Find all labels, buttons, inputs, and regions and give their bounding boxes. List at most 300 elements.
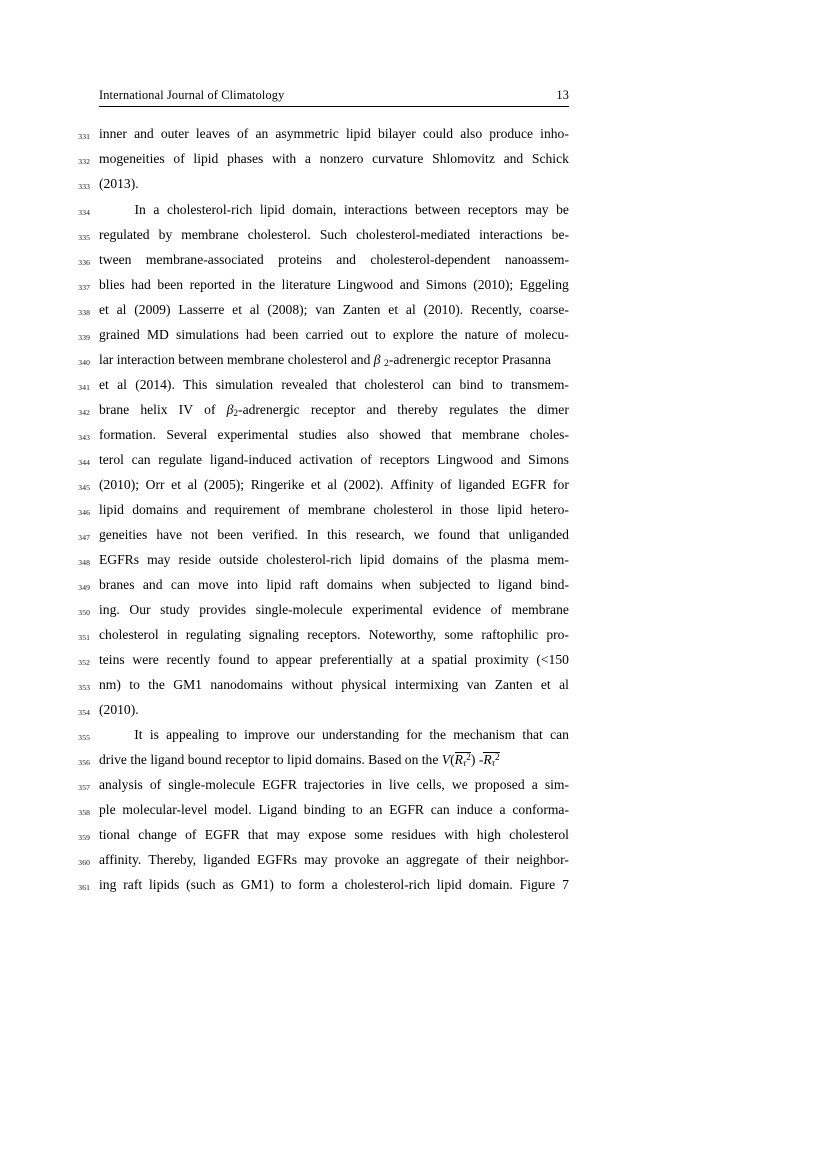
word: were bbox=[132, 652, 159, 667]
word: have bbox=[156, 527, 183, 542]
word: model. bbox=[214, 802, 252, 817]
word: regulating bbox=[185, 627, 241, 642]
word: as bbox=[222, 877, 234, 892]
beta-2-adrenergic bbox=[227, 401, 300, 422]
word: in bbox=[166, 627, 178, 642]
word: preferentially bbox=[319, 652, 393, 667]
word: live bbox=[389, 777, 410, 792]
word: reported bbox=[189, 277, 235, 292]
line-number: 346 bbox=[78, 508, 90, 517]
math-paren-open: ( bbox=[450, 752, 455, 767]
header-rule bbox=[99, 106, 569, 107]
word: ing. bbox=[99, 602, 120, 617]
word: of bbox=[490, 602, 502, 617]
word: of bbox=[185, 827, 197, 842]
word: to bbox=[491, 377, 503, 392]
word: curvature bbox=[372, 151, 424, 166]
word: form bbox=[298, 877, 325, 892]
word: domain, bbox=[292, 202, 337, 217]
word: al bbox=[249, 302, 260, 317]
word: cholesterol bbox=[373, 502, 434, 517]
word: cholesterol bbox=[509, 827, 569, 842]
word: Lasserre bbox=[178, 302, 225, 317]
word: choles- bbox=[529, 427, 569, 442]
word: blies bbox=[99, 277, 125, 292]
word: membrane bbox=[181, 227, 239, 242]
word: transmem- bbox=[510, 377, 569, 392]
word: literature bbox=[281, 277, 331, 292]
word: nanoassem- bbox=[504, 252, 569, 267]
word: had bbox=[245, 327, 266, 342]
text-line bbox=[0, 501, 827, 526]
word: This bbox=[183, 377, 208, 392]
word: a bbox=[331, 877, 338, 892]
math-paren-close: ) bbox=[470, 752, 476, 767]
word: reside bbox=[178, 552, 211, 567]
line-text-pre: lar interaction between membrane cholesterol and bbox=[99, 352, 374, 367]
line-number: 339 bbox=[78, 333, 90, 342]
word: et bbox=[232, 302, 242, 317]
word: MD bbox=[146, 327, 169, 342]
line-number: 349 bbox=[78, 583, 90, 592]
word: can bbox=[170, 577, 190, 592]
word: dimer bbox=[537, 402, 569, 417]
word: cholesterol-dependent bbox=[370, 252, 491, 267]
beta-subscript: 2 bbox=[383, 357, 389, 369]
word: hetero- bbox=[530, 502, 569, 517]
word: to bbox=[478, 577, 490, 592]
math-overline-group-2 bbox=[483, 752, 499, 769]
line-number: 337 bbox=[78, 283, 90, 292]
word: the bbox=[429, 727, 446, 742]
word: our bbox=[296, 727, 315, 742]
word: sim- bbox=[544, 777, 569, 792]
word: requirement bbox=[214, 502, 281, 517]
word: raftophilic bbox=[481, 627, 539, 642]
word: provoke bbox=[334, 852, 380, 867]
word: lipid bbox=[359, 552, 385, 567]
word: Lingwood bbox=[437, 452, 494, 467]
word: some bbox=[354, 827, 384, 842]
word: an bbox=[386, 852, 400, 867]
word: of bbox=[236, 126, 249, 141]
word: mem- bbox=[537, 552, 569, 567]
word: high bbox=[476, 827, 501, 842]
word: lipid bbox=[99, 502, 124, 517]
word: in bbox=[371, 777, 382, 792]
word: those bbox=[460, 502, 489, 517]
word: for bbox=[406, 727, 423, 742]
word: tional bbox=[99, 827, 130, 842]
word: phases bbox=[227, 151, 264, 166]
line-content bbox=[99, 826, 569, 843]
word: understanding bbox=[322, 727, 400, 742]
word: Such bbox=[319, 227, 348, 242]
word: recently bbox=[166, 652, 211, 667]
word: cholesterol. bbox=[247, 227, 311, 242]
text-line bbox=[0, 851, 827, 876]
word: in bbox=[441, 502, 453, 517]
word: EGFR bbox=[262, 777, 297, 792]
word: al bbox=[116, 302, 127, 317]
word: for bbox=[553, 477, 569, 492]
word: between bbox=[414, 202, 461, 217]
text-line bbox=[0, 226, 827, 251]
word: branes bbox=[99, 577, 135, 592]
line-content bbox=[99, 226, 569, 243]
page-number: 13 bbox=[556, 88, 569, 102]
word: can bbox=[432, 377, 452, 392]
word: Shlomovitz bbox=[432, 151, 495, 166]
math-tau-subscript-2: τ bbox=[491, 758, 495, 769]
text-line bbox=[0, 201, 827, 226]
word: with bbox=[444, 827, 469, 842]
text-line bbox=[0, 626, 827, 651]
word: Orr bbox=[145, 477, 165, 492]
line-number: 334 bbox=[78, 208, 90, 217]
word: can bbox=[131, 452, 151, 467]
word: liganded bbox=[458, 477, 506, 492]
word: improve bbox=[244, 727, 290, 742]
word: et bbox=[310, 477, 321, 492]
word: regulate bbox=[158, 452, 203, 467]
word: proteins bbox=[278, 252, 322, 267]
word: Lingwood bbox=[337, 277, 394, 292]
word: a bbox=[153, 202, 160, 217]
word: of bbox=[440, 477, 452, 492]
word: may bbox=[276, 827, 300, 842]
word: receptors bbox=[379, 452, 430, 467]
word: appear bbox=[275, 652, 312, 667]
word: proposed bbox=[474, 777, 525, 792]
word: al bbox=[405, 302, 416, 317]
line-number: 338 bbox=[78, 308, 90, 317]
word: regulated bbox=[99, 227, 150, 242]
word: cholesterol-mediated bbox=[356, 227, 471, 242]
word: experimental bbox=[217, 427, 289, 442]
word: inho- bbox=[540, 126, 569, 141]
word: conforma- bbox=[512, 802, 569, 817]
word: and bbox=[399, 277, 420, 292]
word: studies bbox=[298, 427, 337, 442]
line-number: 335 bbox=[78, 233, 90, 242]
word: al bbox=[117, 377, 127, 392]
word: may bbox=[304, 852, 328, 867]
text-line bbox=[0, 726, 827, 751]
math-square-exponent: 2 bbox=[466, 752, 471, 763]
text-line bbox=[0, 876, 827, 901]
word: explore bbox=[392, 327, 434, 342]
word: affinity. bbox=[99, 852, 142, 867]
word: cholesterol-rich bbox=[266, 552, 352, 567]
line-number: 350 bbox=[78, 608, 90, 617]
word-suffix: -adrenergic bbox=[238, 402, 300, 417]
word: et bbox=[171, 477, 181, 492]
text-line bbox=[0, 826, 827, 851]
text-line bbox=[0, 551, 827, 576]
word: an bbox=[255, 126, 269, 141]
word: Ringerike bbox=[250, 477, 305, 492]
word: molecu- bbox=[524, 327, 569, 342]
word: membrane bbox=[307, 502, 366, 517]
word: formation. bbox=[99, 427, 157, 442]
text-line bbox=[0, 801, 827, 826]
word: residues bbox=[391, 827, 436, 842]
line-content bbox=[99, 376, 569, 393]
word: and bbox=[186, 502, 207, 517]
text-line bbox=[0, 476, 827, 501]
word: Our bbox=[129, 602, 151, 617]
word: grained bbox=[99, 327, 140, 342]
word: spatial bbox=[431, 652, 468, 667]
line-content bbox=[99, 251, 569, 268]
word: also bbox=[347, 427, 369, 442]
word: (<150 bbox=[536, 652, 569, 667]
word: with bbox=[272, 151, 297, 166]
text-line bbox=[0, 125, 827, 150]
word: simulations bbox=[176, 327, 239, 342]
word: It bbox=[134, 727, 143, 742]
line-content bbox=[99, 276, 569, 293]
word: (2005); bbox=[204, 477, 245, 492]
word: neighbor- bbox=[516, 852, 569, 867]
word: produce bbox=[489, 126, 534, 141]
word: move bbox=[198, 577, 229, 592]
word: Zanten bbox=[342, 302, 381, 317]
word: by bbox=[158, 227, 173, 242]
math-minus: - bbox=[475, 752, 484, 767]
beta-symbol: β bbox=[226, 402, 234, 417]
word: ligand-induced bbox=[209, 452, 292, 467]
line-number: 344 bbox=[78, 458, 90, 467]
word: the bbox=[509, 402, 527, 417]
line-number: 347 bbox=[78, 533, 90, 542]
text-line bbox=[0, 601, 827, 626]
paragraph-indent bbox=[99, 726, 127, 743]
word: could bbox=[422, 126, 454, 141]
word: (2010); bbox=[99, 477, 140, 492]
line-number: 343 bbox=[78, 433, 90, 442]
text-line bbox=[0, 701, 827, 726]
word: and bbox=[134, 126, 154, 141]
word: nature bbox=[464, 327, 499, 342]
text-line bbox=[0, 426, 827, 451]
line-content bbox=[99, 801, 569, 818]
word: van bbox=[315, 302, 335, 317]
word: liganded bbox=[203, 852, 250, 867]
word: mechanism bbox=[453, 727, 516, 742]
word: inner bbox=[99, 126, 127, 141]
word: binding bbox=[303, 802, 346, 817]
word: in bbox=[241, 277, 252, 292]
line-number: 351 bbox=[78, 633, 90, 642]
word: lipid bbox=[193, 151, 219, 166]
line-content bbox=[99, 150, 569, 167]
word: 7 bbox=[562, 877, 569, 892]
line-number: 336 bbox=[78, 258, 90, 267]
word: Thereby, bbox=[148, 852, 197, 867]
word: al bbox=[327, 477, 338, 492]
line-number: 341 bbox=[78, 383, 90, 392]
word: can bbox=[430, 802, 450, 817]
line-content bbox=[99, 426, 569, 443]
word: teins bbox=[99, 652, 125, 667]
word: at bbox=[400, 652, 411, 667]
line-content bbox=[99, 601, 569, 618]
word: ple bbox=[99, 802, 116, 817]
word: induce bbox=[456, 802, 493, 817]
text-line bbox=[0, 751, 827, 776]
word: that bbox=[335, 377, 357, 392]
word: (2010). bbox=[423, 302, 464, 317]
math-overline-group bbox=[455, 752, 471, 769]
line-number: 352 bbox=[78, 658, 90, 667]
word: raft bbox=[299, 577, 319, 592]
word: and bbox=[503, 151, 524, 166]
word: membrane bbox=[461, 427, 520, 442]
word: aggregate bbox=[406, 852, 459, 867]
word: (such bbox=[186, 877, 216, 892]
line-content bbox=[99, 351, 551, 372]
word: GM1 bbox=[173, 677, 202, 692]
word: of bbox=[149, 777, 162, 792]
word: mogeneities bbox=[99, 151, 165, 166]
line-content bbox=[99, 451, 569, 468]
word: geneities bbox=[99, 527, 148, 542]
word: been bbox=[217, 527, 244, 542]
text-line bbox=[0, 576, 827, 601]
text-line bbox=[0, 351, 827, 376]
word: we bbox=[451, 777, 468, 792]
word: to bbox=[257, 652, 268, 667]
word: cholesterol bbox=[364, 377, 424, 392]
word: their bbox=[484, 852, 510, 867]
word: and bbox=[366, 402, 387, 417]
word: of bbox=[360, 452, 372, 467]
word: terol bbox=[99, 452, 124, 467]
line-number: 354 bbox=[78, 708, 90, 717]
word: EGFR bbox=[389, 802, 424, 817]
word: of bbox=[173, 151, 185, 166]
word: membrane bbox=[511, 602, 569, 617]
line-content: (2010). bbox=[99, 702, 139, 717]
word: single-molecule bbox=[168, 777, 256, 792]
word: of bbox=[505, 327, 518, 342]
word: to bbox=[375, 327, 386, 342]
word: nonzero bbox=[319, 151, 364, 166]
line-content bbox=[99, 626, 569, 643]
line-content bbox=[99, 476, 569, 493]
word: single-molecule bbox=[255, 602, 343, 617]
word: lipid bbox=[436, 877, 462, 892]
beta-subscript: 2 bbox=[233, 408, 239, 419]
line-content bbox=[99, 551, 569, 568]
word: to bbox=[280, 877, 292, 892]
word: regulates bbox=[449, 402, 499, 417]
line-number: 353 bbox=[78, 683, 90, 692]
word: nanodomains bbox=[210, 677, 283, 692]
word: et bbox=[388, 302, 399, 317]
text-line bbox=[0, 401, 827, 426]
word: a bbox=[304, 151, 311, 166]
word: interactions bbox=[344, 202, 408, 217]
line-content bbox=[99, 751, 569, 769]
line-content bbox=[99, 651, 569, 668]
word: Schick bbox=[531, 151, 569, 166]
word: receptors bbox=[467, 202, 518, 217]
line-number: 360 bbox=[78, 858, 90, 867]
word: helix bbox=[140, 402, 168, 417]
word: Zanten bbox=[494, 677, 533, 692]
line-content bbox=[99, 676, 569, 693]
text-line bbox=[0, 326, 827, 351]
word: molecular-level bbox=[122, 802, 208, 817]
text-line bbox=[0, 776, 827, 801]
text-line bbox=[0, 376, 827, 401]
word: domains bbox=[132, 502, 179, 517]
word: Simons bbox=[425, 277, 467, 292]
word: ligand bbox=[497, 577, 532, 592]
line-content bbox=[99, 876, 569, 893]
word: interactions bbox=[479, 227, 543, 242]
line-text-post: -adrenergic receptor Prasanna bbox=[388, 352, 551, 367]
word: an bbox=[369, 802, 383, 817]
word: be- bbox=[551, 227, 569, 242]
word: change bbox=[138, 827, 177, 842]
word: carried bbox=[305, 327, 344, 342]
word: lipid bbox=[497, 502, 523, 517]
word: be bbox=[556, 202, 569, 217]
text-line bbox=[0, 175, 827, 200]
beta-symbol: β bbox=[373, 352, 381, 367]
word: (2008); bbox=[267, 302, 308, 317]
word: physical bbox=[341, 677, 387, 692]
word: domains bbox=[326, 577, 373, 592]
line-number: 357 bbox=[78, 783, 90, 792]
word: lipid bbox=[345, 126, 371, 141]
text-line bbox=[0, 251, 827, 276]
word: experimental bbox=[352, 602, 424, 617]
word: verified. bbox=[252, 527, 298, 542]
word: that bbox=[431, 427, 452, 442]
line-number: 361 bbox=[78, 883, 90, 892]
word: to bbox=[352, 802, 363, 817]
word: brane bbox=[99, 402, 130, 417]
word: outside bbox=[218, 552, 259, 567]
word: bind- bbox=[540, 577, 569, 592]
math-R-2: R bbox=[483, 752, 492, 767]
word: appealing bbox=[166, 727, 219, 742]
line-content bbox=[99, 201, 569, 218]
text-line bbox=[0, 451, 827, 476]
word: some bbox=[444, 627, 474, 642]
word: that bbox=[247, 827, 269, 842]
word: found bbox=[438, 527, 471, 542]
math-R: R bbox=[454, 752, 463, 767]
word: Affinity bbox=[390, 477, 434, 492]
word: provides bbox=[199, 602, 247, 617]
line-content bbox=[99, 776, 569, 793]
word: Figure bbox=[519, 877, 556, 892]
word: activation bbox=[299, 452, 353, 467]
word: Recently, bbox=[470, 302, 522, 317]
word: Noteworthy, bbox=[368, 627, 437, 642]
word: bilayer bbox=[378, 126, 416, 141]
word: intermixing bbox=[394, 677, 459, 692]
math-expression bbox=[442, 752, 500, 767]
word: simulation bbox=[215, 377, 274, 392]
word: signaling bbox=[249, 627, 299, 642]
